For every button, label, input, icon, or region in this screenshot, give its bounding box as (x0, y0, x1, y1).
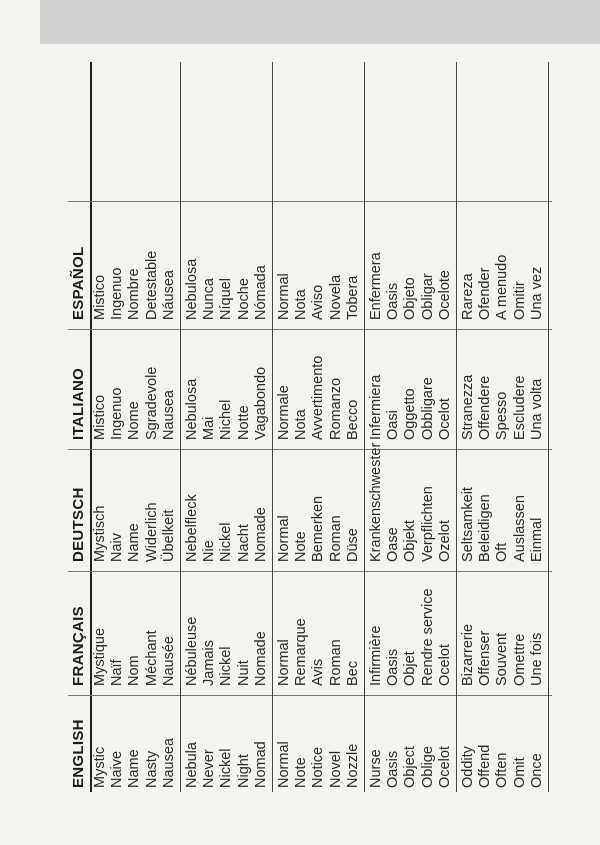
french-cell: Bizarrerie (460, 623, 476, 686)
spanish-cell: Aviso (310, 284, 327, 320)
german-cell: Oft (494, 542, 511, 562)
french-cell: Offenser (477, 630, 494, 686)
english-cell: Oasis (385, 750, 402, 788)
spanish-cell: Ocelote (436, 270, 453, 320)
german-cell: Krankenschwester (368, 442, 384, 562)
english-cell: Mystic (92, 746, 108, 788)
italian-cell: Nichel (218, 399, 235, 440)
italian-cell: Oasi (385, 410, 402, 440)
header-francais: FRANÇAIS (70, 606, 87, 686)
german-cell: Nie (201, 540, 218, 562)
english-cell: Novel (327, 750, 344, 788)
header-italiano: ITALIANO (70, 367, 87, 440)
english-cell: Often (494, 752, 511, 788)
spanish-cell: Novela (327, 274, 344, 320)
english-cell: Nozzle (344, 743, 361, 788)
english-cell: Normal (276, 741, 292, 788)
english-cell: Offend (477, 744, 494, 788)
german-cell: Seltsamkeit (460, 487, 476, 562)
french-cell: Bec (344, 661, 361, 686)
german-cell: Normal (276, 515, 292, 562)
english-cell: Nebula (184, 742, 200, 788)
english-cell: Name (126, 749, 143, 788)
english-cell: Omit (511, 757, 528, 788)
german-cell: Nickel (218, 522, 235, 562)
italian-cell: Becco (344, 399, 361, 440)
english-cell: Nausea (160, 738, 177, 788)
word-group (92, 62, 181, 792)
word-group (460, 62, 549, 792)
italian-cell: Ocelot (436, 398, 453, 440)
italian-cell: Nome (126, 401, 143, 440)
english-cell: Once (528, 753, 545, 788)
word-group (276, 62, 365, 792)
spanish-cell: Ofender (477, 267, 494, 320)
italian-cell: Ingenuo (109, 387, 126, 440)
spanish-cell: Nunca (201, 278, 218, 320)
italian-cell: Nausea (160, 390, 177, 440)
french-cell: Oasis (385, 648, 402, 686)
german-cell: Bemerken (310, 495, 327, 562)
spanish-cell: Noche (235, 278, 252, 320)
german-cell: Beleidigen (477, 494, 494, 562)
english-cell: Naive (109, 750, 126, 788)
table-row (218, 62, 235, 792)
german-cell: Nacht (235, 524, 252, 562)
table-row (328, 62, 345, 792)
german-cell: Verpflichten (419, 486, 436, 562)
german-cell: Nomade (252, 507, 269, 562)
french-cell: Nickel (218, 646, 235, 686)
italian-cell: Escludere (511, 375, 528, 440)
table-row (477, 62, 494, 792)
english-cell: Night (235, 754, 252, 788)
german-cell: Roman (327, 515, 344, 562)
table-row (293, 62, 310, 792)
french-cell: Nomade (252, 631, 269, 686)
italian-cell: Avvertimento (310, 355, 327, 440)
table-row (460, 62, 477, 792)
spanish-cell: Rareza (460, 273, 476, 320)
italian-cell: Mistico (92, 394, 108, 440)
italian-cell: Nota (293, 409, 310, 440)
spanish-cell: Omitir (511, 281, 528, 320)
french-cell: Mystique (92, 627, 108, 686)
german-cell: Note (293, 531, 310, 562)
german-cell: Übelkeit (160, 509, 177, 562)
table-row (236, 62, 253, 792)
table-row (402, 62, 419, 792)
german-cell: Naiv (109, 532, 126, 562)
english-cell: Nasty (143, 750, 160, 788)
italian-cell: Infermiera (368, 374, 384, 440)
spanish-cell: Níquel (218, 278, 235, 320)
spanish-cell: Tobera (344, 275, 361, 320)
german-cell: Widerlich (143, 502, 160, 562)
table-row (310, 62, 327, 792)
german-cell: Name (126, 523, 143, 562)
spanish-cell: Ingenuo (109, 267, 126, 320)
italian-cell: Spesso (494, 391, 511, 440)
english-cell: Oddity (460, 746, 476, 788)
french-cell: Souvent (494, 632, 511, 686)
table-row (109, 62, 126, 792)
german-cell: Nebelfleck (184, 494, 200, 562)
italian-cell: Stranezza (460, 374, 476, 440)
french-cell: Ocelot (436, 644, 453, 686)
header-english: ENGLISH (70, 719, 87, 788)
english-cell: Oblige (419, 746, 436, 788)
english-cell: Nickel (218, 748, 235, 788)
english-cell: Never (201, 749, 218, 788)
table-row (276, 62, 293, 792)
german-cell: Mystisch (92, 505, 108, 562)
french-cell: Omettre (511, 633, 528, 686)
spanish-cell: Enfermera (368, 252, 384, 320)
italian-cell: Una volta (528, 378, 545, 440)
italian-cell: Normale (276, 385, 292, 440)
top-gray-band (40, 0, 600, 44)
french-cell: Jamais (201, 640, 218, 686)
dictionary-table (68, 62, 552, 792)
italian-cell: Romanzo (327, 377, 344, 440)
french-cell: Avis (310, 658, 327, 686)
table-row (253, 62, 270, 792)
spanish-cell: Detestable (143, 250, 160, 320)
english-cell: Note (293, 757, 310, 788)
table-row (345, 62, 362, 792)
italian-cell: Vagabondo (252, 366, 269, 440)
header-espanol: ESPAÑOL (70, 246, 87, 320)
spanish-cell: Náusea (160, 270, 177, 320)
spanish-cell: Oasis (385, 282, 402, 320)
english-cell: Notice (310, 746, 327, 788)
italian-cell: Oggetto (402, 388, 419, 440)
german-cell: Objekt (402, 520, 419, 562)
italian-cell: Sgradevole (143, 366, 160, 440)
german-cell: Ozelot (436, 520, 453, 562)
french-cell: Rendre service (419, 588, 436, 686)
table-row (126, 62, 143, 792)
french-cell: Remarque (293, 618, 310, 686)
german-cell: Einmal (528, 517, 545, 562)
english-cell: Nomad (252, 741, 269, 788)
spanish-cell: Una vez (528, 266, 545, 320)
french-cell: Une fois (528, 632, 545, 686)
french-cell: Infirmière (368, 625, 384, 686)
spanish-cell: Nebulosa (184, 258, 200, 320)
spanish-cell: Normal (276, 273, 292, 320)
spanish-cell: Nómada (252, 265, 269, 320)
french-cell: Nébuleuse (184, 616, 200, 686)
french-cell: Nom (126, 655, 143, 686)
table-row (368, 62, 385, 792)
german-cell: Oase (385, 527, 402, 562)
french-cell: Naïf (109, 659, 126, 686)
table-row (201, 62, 218, 792)
french-cell: Nuit (235, 660, 252, 686)
spanish-cell: Mistico (92, 274, 108, 320)
table-row (184, 62, 201, 792)
english-cell: Ocelot (436, 746, 453, 788)
french-cell: Normal (276, 639, 292, 686)
italian-cell: Offendere (477, 375, 494, 440)
table-row (161, 62, 178, 792)
table-row (437, 62, 454, 792)
french-cell: Objet (402, 651, 419, 686)
header-deutsch: DEUTSCH (70, 487, 87, 562)
word-group (184, 62, 273, 792)
french-cell: Méchant (143, 630, 160, 686)
table-row (529, 62, 546, 792)
spanish-cell: Nombre (126, 268, 143, 320)
italian-cell: Obbligare (419, 377, 436, 440)
italian-cell: Nebulosa (184, 378, 200, 440)
table-row (420, 62, 437, 792)
german-cell: Düse (344, 528, 361, 562)
german-cell: Auslassen (511, 495, 528, 562)
spanish-cell: Objeto (402, 277, 419, 320)
table-row (385, 62, 402, 792)
table-header (68, 62, 92, 792)
italian-cell: Notte (235, 405, 252, 440)
table-row (512, 62, 529, 792)
table-row (144, 62, 161, 792)
english-cell: Nurse (368, 749, 384, 788)
table-row (494, 62, 511, 792)
word-group (368, 62, 457, 792)
french-cell: Roman (327, 639, 344, 686)
french-cell: Nausée (160, 636, 177, 686)
italian-cell: Mai (201, 416, 218, 440)
spanish-cell: Nota (293, 289, 310, 320)
spanish-cell: A menudo (494, 254, 511, 320)
table-row (92, 62, 109, 792)
spanish-cell: Obligar (419, 273, 436, 320)
english-cell: Object (402, 746, 419, 788)
